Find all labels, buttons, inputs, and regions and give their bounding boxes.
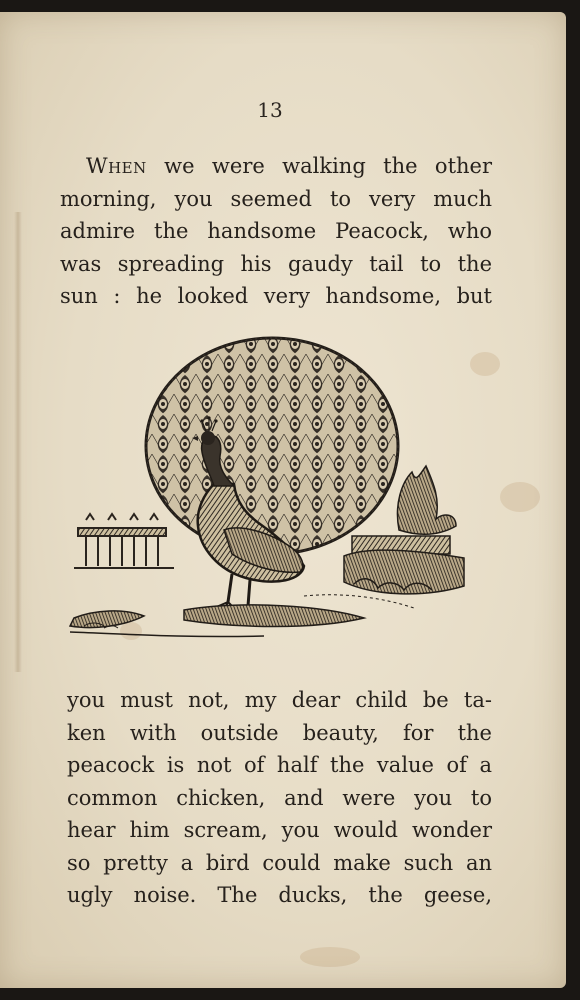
paper-stain — [300, 947, 360, 967]
drop-word: When — [86, 154, 147, 178]
book-page — [0, 12, 566, 988]
line-text: we were walking the other — [146, 154, 492, 178]
paper-stain — [470, 352, 500, 376]
page-number: 13 — [257, 98, 283, 122]
text-line: sun : he looked very handsome, but — [60, 284, 492, 308]
text-line: so pretty a bird could make such an — [67, 850, 492, 875]
ground — [70, 595, 414, 637]
paragraph-bottom — [67, 684, 492, 912]
text-line — [60, 150, 492, 183]
fence — [74, 514, 174, 568]
peacock-woodcut — [64, 334, 474, 654]
text-line: admire the handsome Peacock, who — [60, 219, 492, 243]
paragraph-top — [60, 150, 492, 313]
text-line: peacock is not of half the value of a — [67, 753, 492, 777]
text-line: common chicken, and were you to — [67, 785, 492, 810]
text-line: morning, you seemed to very much — [60, 186, 492, 211]
paper-stain — [500, 482, 540, 512]
text-line: ugly noise. The ducks, the geese, — [67, 883, 492, 907]
text-line: you must not, my dear child be ta- — [67, 688, 492, 712]
page-gutter — [14, 212, 22, 672]
text-line: ken with outside beauty, for the — [67, 720, 492, 745]
text-line: hear him scream, you would wonder — [67, 818, 492, 842]
text-line: was spreading his gaudy tail to the — [60, 251, 492, 276]
